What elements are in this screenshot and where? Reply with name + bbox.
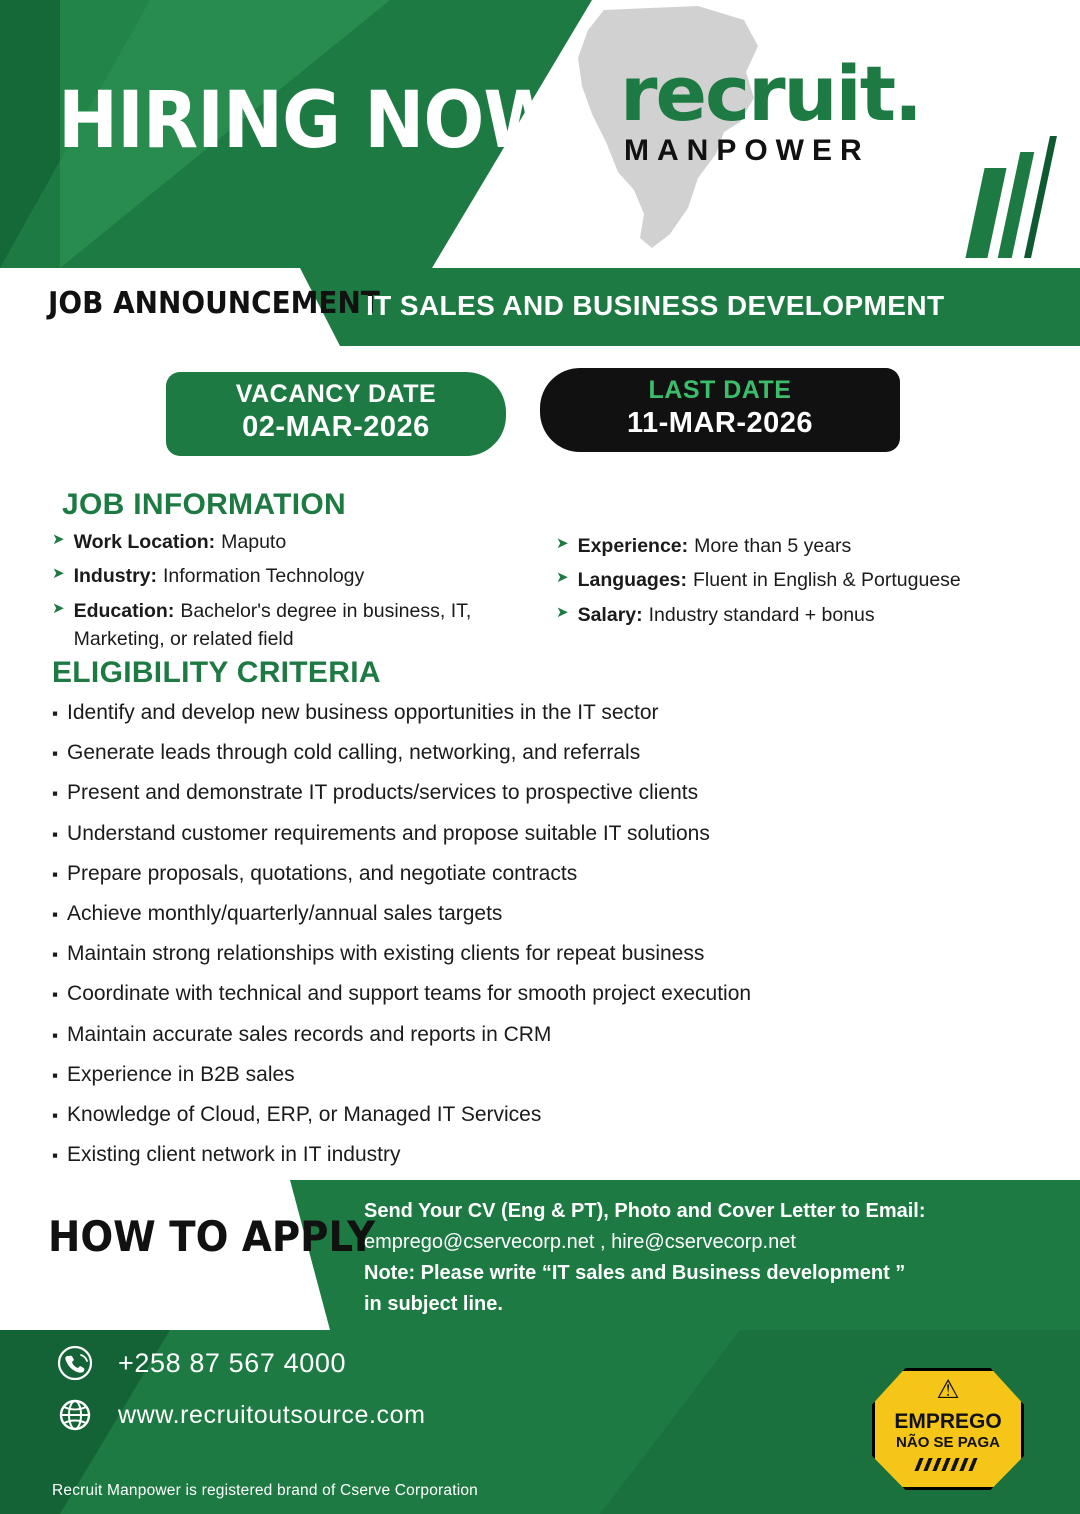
info-label: Languages: [577, 569, 688, 592]
list-item [52, 1022, 1032, 1047]
list-item-text: Existing client network in IT industry [67, 1143, 401, 1167]
announcement-label: JOB ANNOUNCEMENT [48, 286, 380, 321]
job-title: IT SALES AND BUSINESS DEVELOPMENT [366, 290, 945, 321]
bullet-icon: ▪ [52, 704, 59, 723]
apply-line-1: Send Your CV (Eng & PT), Photo and Cover Letter to Email: [364, 1200, 926, 1222]
vacancy-date-label: VACANCY DATE [235, 380, 437, 408]
list-item [52, 981, 1032, 1006]
list-item [52, 780, 1032, 805]
bullet-icon: ▪ [52, 1065, 59, 1085]
apply-note-line: Note: Please write “IT sales and Business development ” [364, 1262, 906, 1284]
info-label: Education: [73, 599, 175, 622]
logo-wordmark: recruit. [620, 49, 921, 138]
bullet-icon: ▪ [52, 864, 59, 884]
list-item-text: Maintain strong relationships with existing clients for repeat business [67, 942, 705, 966]
job-announcement-bar [0, 268, 1080, 346]
hiring-now-headline: HIRING NOW [58, 76, 562, 166]
arrow-icon: ➤ [52, 531, 65, 548]
list-item-text: Prepare proposals, quotations, and negotiate contracts [67, 861, 578, 885]
footer-website-text: www.recruitoutsource.com [118, 1400, 426, 1429]
badge-line-2: NÃO SE PAGA [896, 1434, 1000, 1451]
logo-dot: . [894, 49, 921, 138]
logo-subtext: MANPOWER [624, 134, 870, 168]
list-item [52, 821, 1032, 846]
info-item [52, 597, 532, 654]
info-item [52, 562, 532, 590]
info-label: Work Location: [73, 531, 216, 553]
badge-stripes [914, 1458, 981, 1471]
bullet-icon: ▪ [52, 985, 59, 1005]
employment-not-paid-badge [872, 1368, 1024, 1490]
list-item-text: Generate leads through cold calling, networking, and referrals [67, 741, 641, 765]
list-item [52, 740, 1032, 765]
list-item-text: Maintain accurate sales records and reports in CRM [67, 1022, 552, 1046]
footer-phone-text: +258 87 567 4000 [118, 1347, 347, 1378]
info-label: Experience: [577, 535, 689, 557]
job-information-right-column [556, 532, 1026, 635]
bullet-icon: ▪ [52, 945, 59, 965]
list-item-text: Present and demonstrate IT products/services to prospective clients [67, 781, 699, 805]
arrow-icon: ➤ [52, 599, 65, 617]
warning-triangle-icon: ⚠ [936, 1374, 960, 1404]
apply-subject-line: in subject line. [364, 1293, 503, 1315]
list-item [52, 1062, 1032, 1087]
list-item [52, 1142, 1032, 1167]
arrow-icon: ➤ [556, 535, 569, 552]
footer-phone-row[interactable] [54, 1342, 346, 1384]
info-item [52, 528, 532, 556]
list-item [52, 901, 1032, 926]
eligibility-list [52, 700, 1032, 1182]
bullet-icon: ▪ [52, 784, 59, 804]
bullet-icon: ▪ [52, 1146, 59, 1166]
info-value: Information Technology [163, 565, 365, 588]
eligibility-criteria-heading: ELIGIBILITY CRITERIA [52, 656, 381, 689]
info-item [556, 532, 1026, 560]
list-item-text: Coordinate with technical and support teams for smooth project execution [67, 982, 752, 1006]
vacancy-date-pill [166, 372, 506, 456]
list-item [52, 700, 1032, 725]
vacancy-date-value: 02-MAR-2026 [242, 411, 430, 443]
list-item [52, 941, 1032, 966]
arrow-icon: ➤ [556, 603, 569, 621]
arrow-icon: ➤ [52, 565, 65, 583]
job-information-left-column [52, 528, 532, 659]
list-item-text: Experience in B2B sales [67, 1062, 295, 1086]
how-to-apply-band [0, 1180, 1080, 1330]
apply-instructions [364, 1196, 1054, 1320]
last-date-pill [540, 368, 900, 452]
list-item [52, 1102, 1032, 1127]
badge-line-1: EMPREGO [894, 1410, 1002, 1433]
footer-website-row[interactable] [54, 1394, 426, 1436]
arrow-icon: ➤ [556, 569, 569, 587]
info-label: Industry: [73, 565, 157, 588]
last-date-value: 11-MAR-2026 [626, 407, 814, 439]
last-date-label: LAST DATE [648, 376, 792, 404]
info-value: Industry standard + bonus [648, 603, 875, 626]
bullet-icon: ▪ [52, 1025, 59, 1045]
apply-email-line[interactable]: emprego@cservecorp.net , hire@cservecorp.net [364, 1231, 796, 1253]
list-item-text: Understand customer requirements and propose suitable IT solutions [67, 821, 710, 845]
list-item [52, 861, 1032, 886]
info-value: Bachelor's degree in business, IT, Marketing, or related field [73, 599, 472, 650]
list-item-text: Identify and develop new business opportunities in the IT sector [67, 701, 659, 724]
list-item-text: Achieve monthly/quarterly/annual sales targets [67, 901, 503, 925]
info-value: Maputo [221, 531, 287, 553]
bullet-icon: ▪ [52, 744, 59, 764]
poster-header [0, 0, 1080, 268]
phone-icon [54, 1342, 96, 1384]
bullet-icon: ▪ [52, 904, 59, 924]
info-item [556, 601, 1026, 629]
globe-icon [54, 1394, 96, 1436]
list-item-text: Knowledge of Cloud, ERP, or Managed IT Services [67, 1102, 542, 1126]
how-to-apply-label: HOW TO APPLY [48, 1212, 376, 1261]
job-information-heading: JOB INFORMATION [62, 488, 346, 521]
info-value: More than 5 years [694, 535, 852, 557]
info-value: Fluent in English & Portuguese [693, 569, 961, 592]
company-logo [620, 49, 1020, 168]
info-label: Salary: [577, 603, 643, 626]
bullet-icon: ▪ [52, 1105, 59, 1125]
bullet-icon: ▪ [52, 824, 59, 844]
footer-registration-note: Recruit Manpower is registered brand of Cserve Corporation [52, 1482, 478, 1499]
info-item [556, 566, 1026, 594]
